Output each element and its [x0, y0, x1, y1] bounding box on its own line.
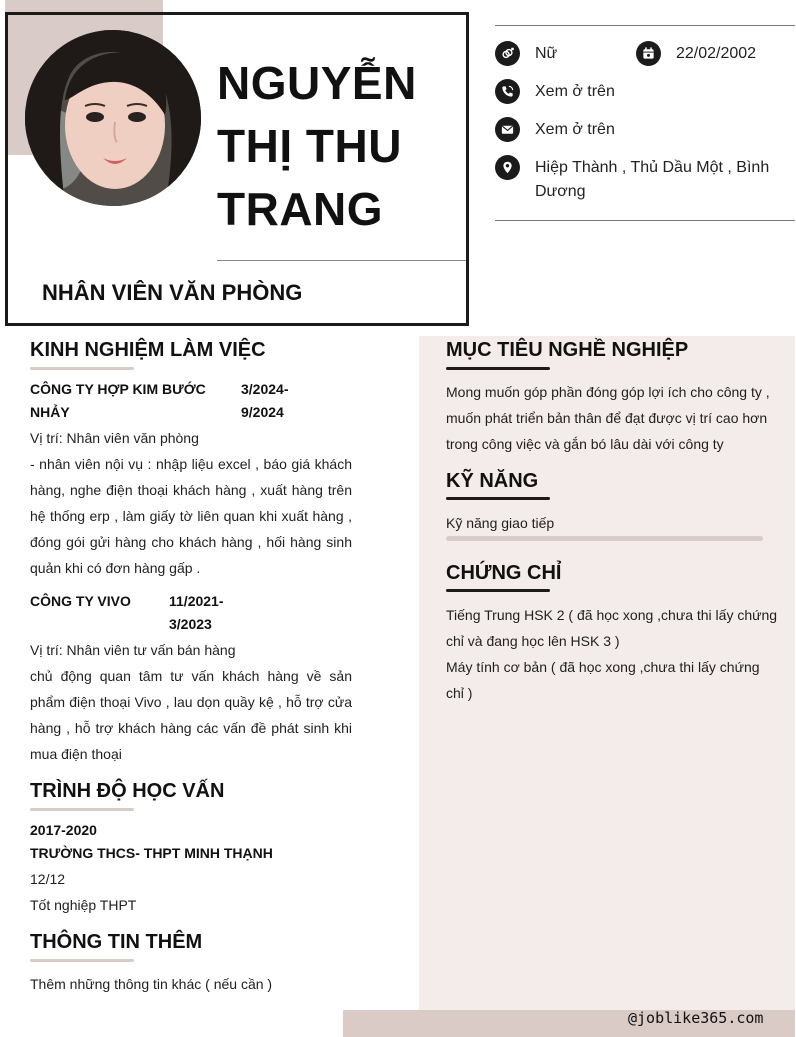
- contact-birthdate: [636, 42, 756, 66]
- email-value: Xem ở trên: [535, 121, 615, 138]
- divider: [495, 220, 795, 221]
- section-underline: [30, 808, 134, 811]
- section-underline: [30, 367, 134, 370]
- calendar-icon: [636, 41, 661, 66]
- job-period: 3/2024- 9/2024: [241, 381, 289, 420]
- job-position: Vị trí: Nhân viên văn phòng: [30, 430, 199, 446]
- candidate-name: NGUYỄN THỊ THU TRANG: [217, 57, 417, 235]
- job-position: Vị trí: Nhân viên tư vấn bán hàng: [30, 642, 236, 658]
- phone-value: Xem ở trên: [535, 83, 615, 100]
- birthdate-value: 22/02/2002: [676, 45, 757, 62]
- experience-title: KINH NGHIỆM LÀM VIỆC: [30, 339, 266, 361]
- job-company: CÔNG TY HỢP KIM BƯỚC NHẢY: [30, 381, 206, 420]
- certificates-title: CHỨNG CHỈ: [446, 562, 562, 584]
- avatar-photo: [25, 30, 201, 206]
- job-period: 11/2021- 3/2023: [169, 593, 224, 632]
- divider: [217, 260, 466, 261]
- contact-address: [495, 156, 795, 204]
- email-icon: [495, 117, 520, 142]
- address-value: Hiệp Thành , Thủ Dầu Một , Bình Dương: [535, 159, 770, 200]
- contact-email: [495, 118, 615, 142]
- contact-phone: [495, 80, 615, 104]
- education-grade: 12/12: [30, 871, 66, 887]
- divider: [495, 25, 795, 26]
- phone-icon: [495, 79, 520, 104]
- extra-info-title: THÔNG TIN THÊM: [30, 931, 203, 953]
- section-underline: [446, 367, 550, 370]
- job-company: CÔNG TY VIVO: [30, 593, 131, 609]
- location-pin-icon: [495, 155, 520, 180]
- contact-gender: [495, 42, 557, 66]
- job-description: chủ động quan tâm tư vấn khách hàng về sản phẩm điện thoại Vivo , lau dọn quầy kệ , hỗ trợ cửa hàng , hỗ trợ khách hàng các vấn đề phát sinh khi mua điện thoại: [30, 668, 352, 762]
- certificate-item: Máy tính cơ bản ( đã học xong ,chưa thi lấy chứng chỉ ): [446, 659, 760, 701]
- gender-value: Nữ: [535, 45, 558, 62]
- education-title: TRÌNH ĐỘ HỌC VẤN: [30, 780, 225, 802]
- section-underline: [30, 959, 134, 962]
- education-result: Tốt nghiệp THPT: [30, 897, 137, 913]
- objective-text: Mong muốn góp phần đóng góp lợi ích cho công ty , muốn phát triển bản thân để đạt được vị trí cao hơn trong công việc và gắn bó lâu dài với công ty: [446, 384, 770, 452]
- skill-level-bar: [446, 536, 763, 541]
- education-school: TRƯỜNG THCS- THPT MINH THẠNH: [30, 845, 273, 861]
- education-period: 2017-2020: [30, 822, 97, 838]
- avatar: [25, 30, 201, 206]
- job-description: - nhân viên nội vụ : nhập liệu excel , báo giá khách hàng, nghe điện thoại khách hàng , xuất hàng trên hệ thống erp , làm giấy tờ liên quan khi xuất hàng , đóng gói gửi hàng cho khách hàng , hối hàng sinh quản khi có đơn hàng gấp .: [30, 456, 352, 576]
- extra-info-text: Thêm những thông tin khác ( nếu cần ): [30, 976, 273, 992]
- objective-title: MỤC TIÊU NGHỀ NGHIỆP: [446, 339, 689, 361]
- skill-name: Kỹ năng giao tiếp: [446, 515, 555, 531]
- skills-title: KỸ NĂNG: [446, 470, 539, 492]
- section-underline: [446, 497, 550, 500]
- job-title: NHÂN VIÊN VĂN PHÒNG: [42, 280, 303, 305]
- gender-icon: [495, 41, 520, 66]
- section-underline: [446, 589, 550, 592]
- certificate-item: Tiếng Trung HSK 2 ( đã học xong ,chưa thi lấy chứng chỉ và đang học lên HSK 3 ): [446, 607, 778, 649]
- footer-watermark: @joblike365.com: [628, 1009, 764, 1027]
